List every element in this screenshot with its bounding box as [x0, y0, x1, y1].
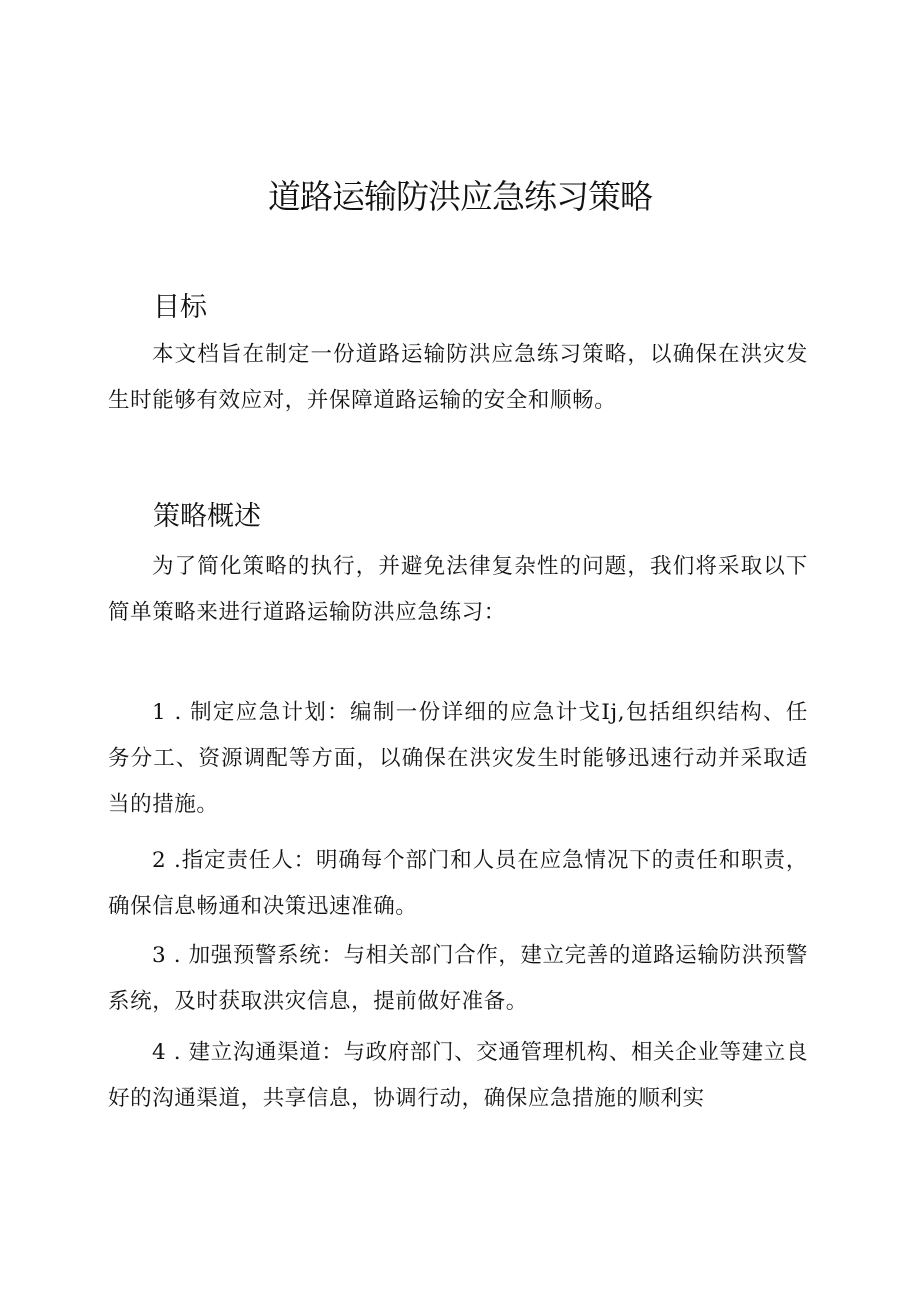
goal-paragraph: 本文档旨在制定一份道路运输防洪应急练习策略，以确保在洪灾发生时能够有效应对，并保障道路运输的安全和顺畅。 [108, 342, 808, 413]
strategy-item-1: 1 . 制定应急计划：编制一份详细的应急计戈Ij,包括组织结构、任务分工、资源调配等方面，以确保在洪灾发生时能够迅速行动并采取适当的措施。 [108, 700, 808, 817]
section-heading-goal: 目标 [153, 292, 207, 323]
document-title: 道路运输防洪应急练习策略 [268, 177, 652, 216]
strategy-item-2: 2 .指定责任人：明确每个部门和人员在应急情况下的责任和职责，确保信息畅通和决策迅速准确。 [108, 848, 808, 919]
strategy-item-4: 4 . 建立沟通渠道：与政府部门、交通管理机构、相关企业等建立良好的沟通渠道，共享信息，协调行动，确保应急措施的顺利实 [108, 1040, 808, 1111]
strategy-item-3: 3 . 加强预警系统：与相关部门合作，建立完善的道路运输防洪预警系统，及时获取洪灾信息，提前做好准备。 [108, 943, 808, 1014]
overview-paragraph: 为了简化策略的执行，并避免法律复杂性的问题，我们将采取以下简单策略来进行道路运输防洪应急练习： [108, 554, 808, 625]
section-heading-overview: 策略概述 [153, 501, 261, 532]
